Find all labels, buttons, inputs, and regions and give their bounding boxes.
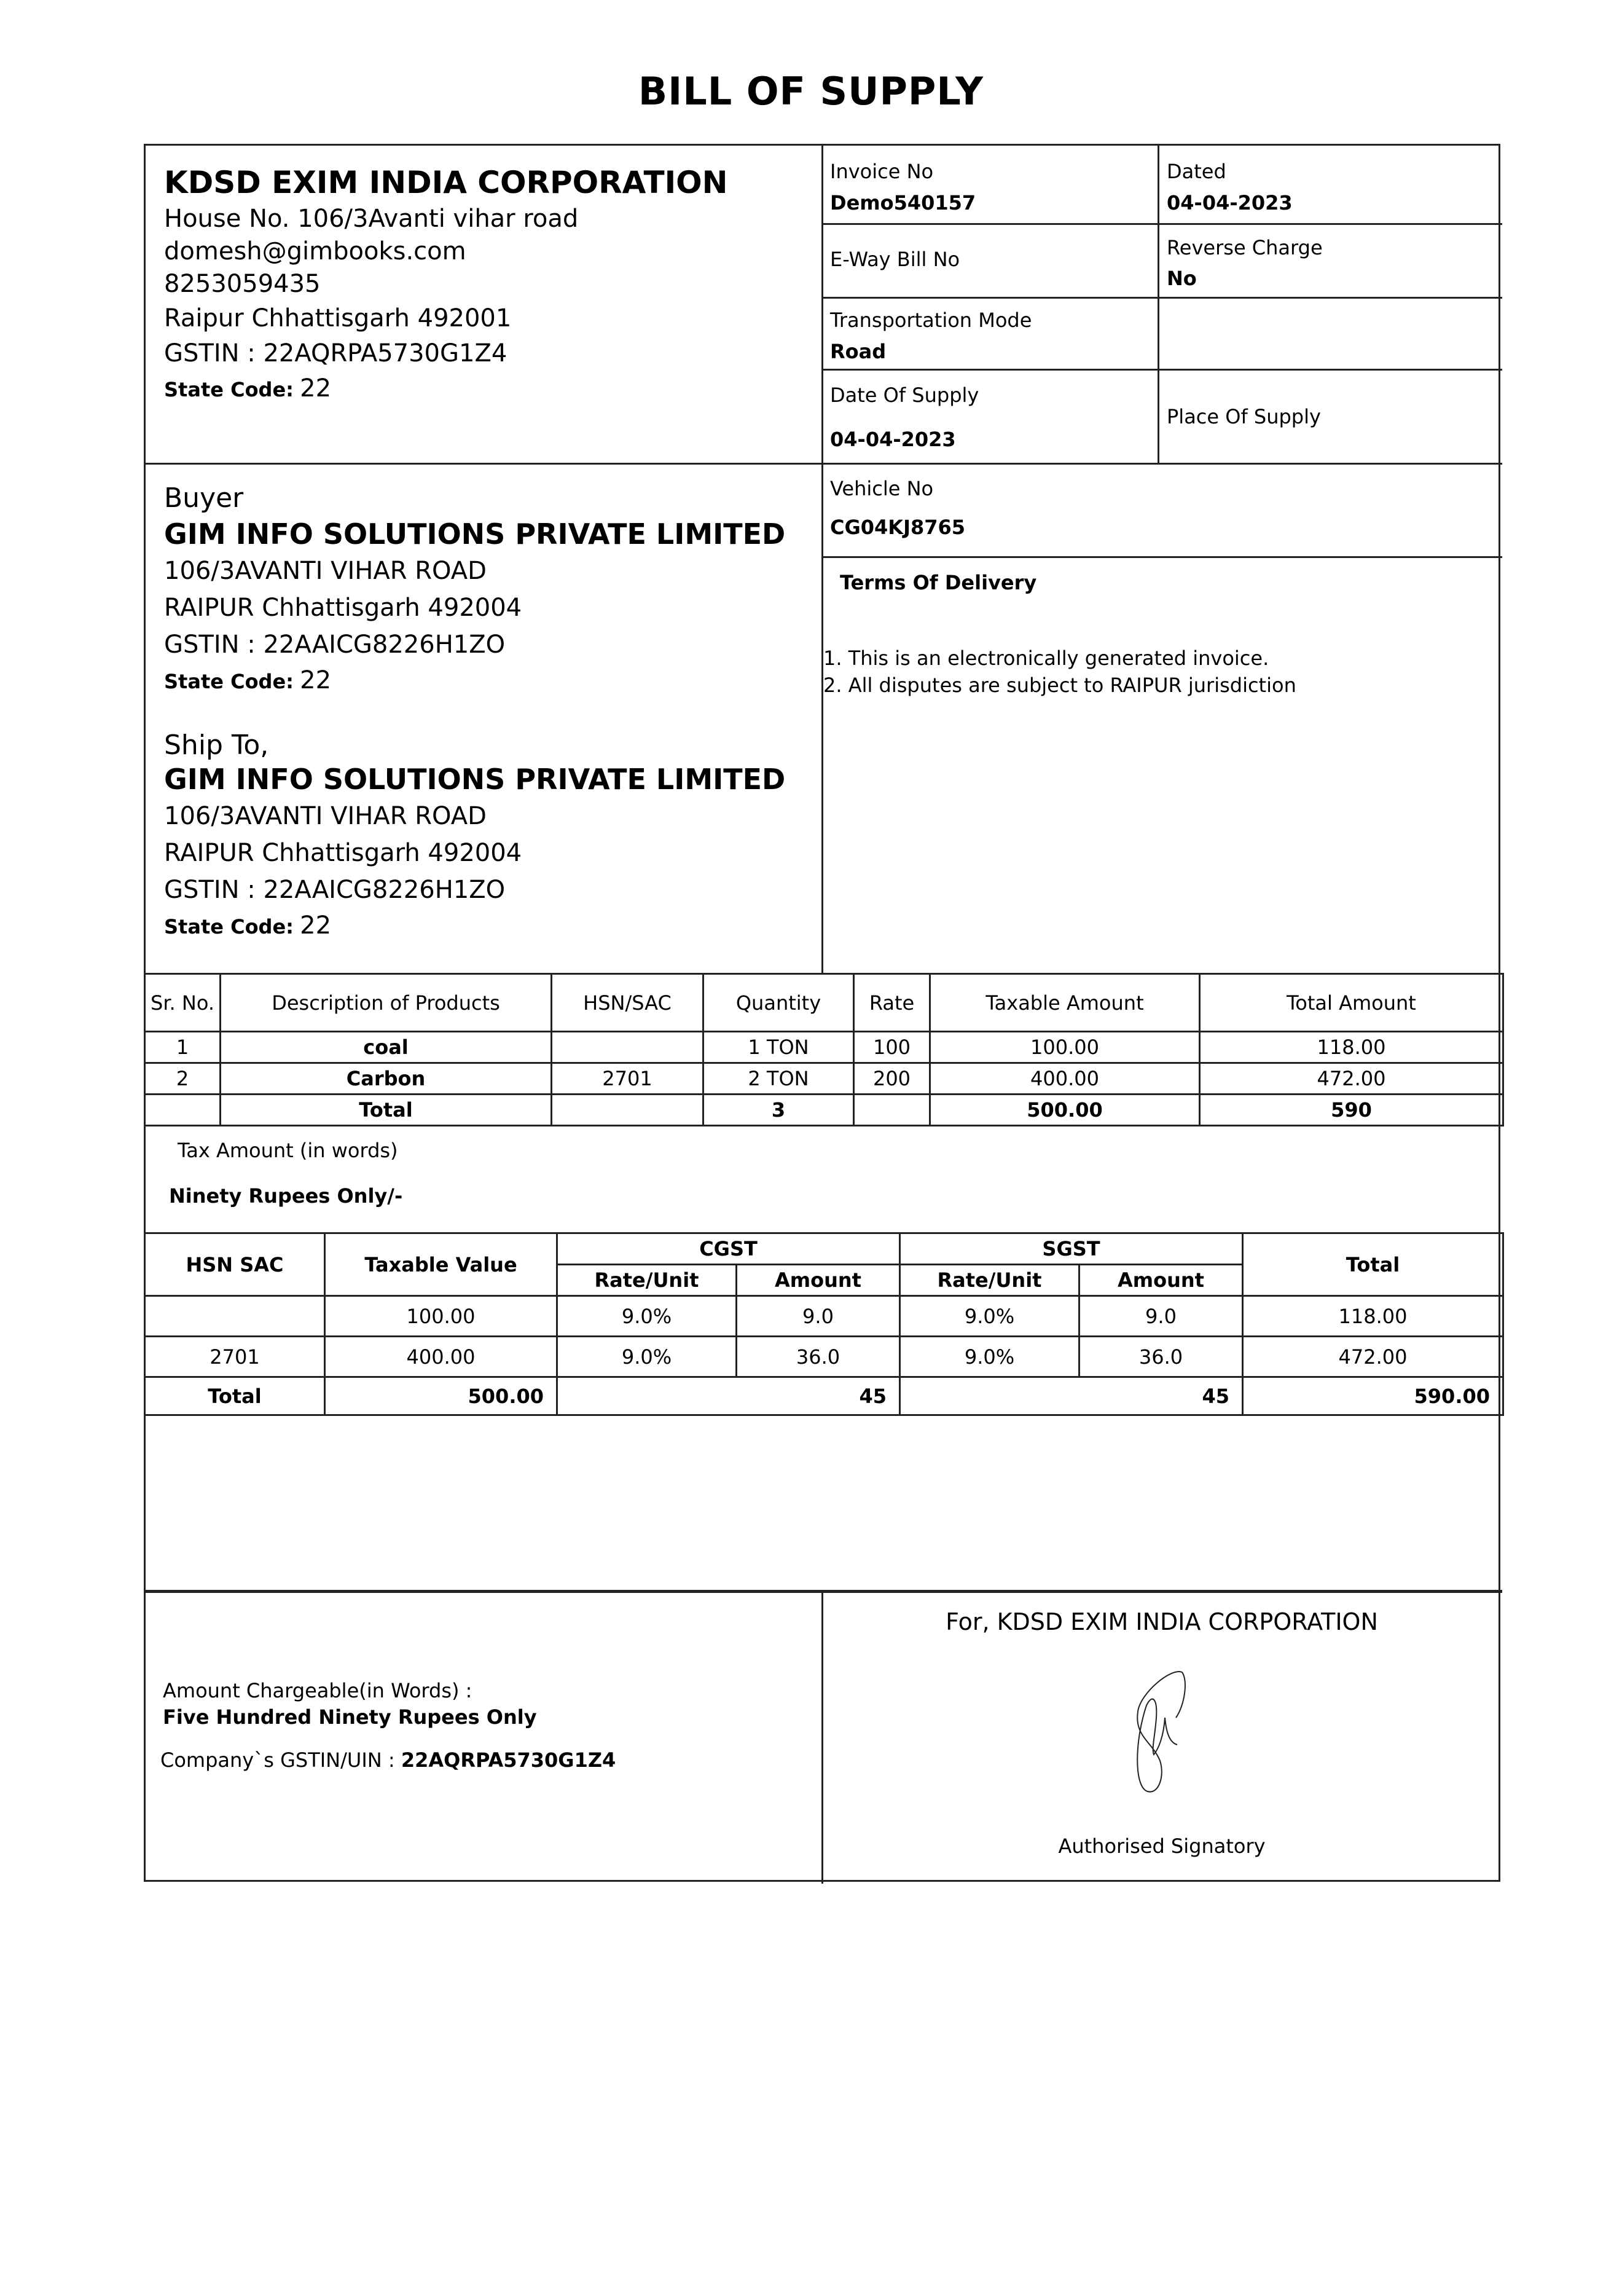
reverse-charge-value: No	[1167, 267, 1197, 290]
total-label: Total	[145, 1377, 325, 1415]
grand-total: 590.00	[1243, 1377, 1503, 1415]
taxable-value: 400.00	[325, 1337, 557, 1377]
tax-table	[144, 1232, 1504, 1416]
hsn-code: 2701	[145, 1337, 325, 1377]
state-code-value: 22	[300, 911, 332, 940]
empty-cell	[552, 1095, 703, 1126]
company-gstin-line	[160, 1748, 616, 1772]
column-header: Amount	[1079, 1265, 1243, 1296]
column-header: Description of Products	[221, 974, 552, 1032]
column-header: Amount	[737, 1265, 900, 1296]
column-header: HSN/SAC	[552, 974, 703, 1032]
column-header: CGST	[557, 1233, 900, 1265]
state-code-value: 22	[300, 374, 332, 403]
column-header: Taxable Value	[325, 1233, 557, 1296]
total-label: Total	[221, 1095, 552, 1126]
invoice-sheet	[144, 144, 1500, 1882]
date-of-supply-cell	[830, 377, 979, 465]
hsn-code	[552, 1032, 703, 1063]
divider	[821, 297, 1502, 299]
state-code-value: 22	[300, 666, 332, 694]
total-sgst: 45	[900, 1377, 1243, 1415]
ship-to-address: 106/3AVANTI VIHAR ROAD	[164, 802, 487, 830]
column-header: Rate	[854, 974, 930, 1032]
total-taxable-value: 500.00	[325, 1377, 557, 1415]
company-gstin-label: Company`s GSTIN/UIN :	[160, 1748, 401, 1772]
seller-gstin: GSTIN : 22AQRPA5730G1Z4	[164, 339, 507, 368]
buyer-address: 106/3AVANTI VIHAR ROAD	[164, 557, 487, 585]
total-quantity: 3	[703, 1095, 854, 1126]
amount-words-value: Five Hundred Ninety Rupees Only	[163, 1705, 537, 1729]
buyer-label: Buyer	[164, 482, 244, 514]
rate: 200	[854, 1063, 930, 1095]
amount-words-block	[163, 1677, 537, 1730]
grand-total: 590	[1200, 1095, 1503, 1126]
buyer-city: RAIPUR Chhattisgarh 492004	[164, 594, 522, 622]
divider	[821, 146, 823, 973]
terms-list	[823, 645, 1296, 699]
sgst-rate: 9.0%	[900, 1337, 1079, 1377]
items-table	[144, 973, 1504, 1126]
seller-block	[164, 163, 815, 407]
seller-name: KDSD EXIM INDIA CORPORATION	[164, 165, 728, 200]
ship-to-label: Ship To,	[164, 729, 269, 761]
dated-cell	[1167, 155, 1293, 218]
column-header: Total	[1243, 1233, 1503, 1296]
row-total: 472.00	[1243, 1337, 1503, 1377]
table-header-row	[145, 1233, 1503, 1265]
total-cgst: 45	[557, 1377, 900, 1415]
column-header: Taxable Amount	[930, 974, 1200, 1032]
seller-state-code	[164, 371, 815, 407]
place-of-supply-label: Place Of Supply	[1167, 405, 1321, 428]
table-total-row	[145, 1377, 1503, 1415]
table-row	[145, 1337, 1503, 1377]
ship-to-name: GIM INFO SOLUTIONS PRIVATE LIMITED	[164, 763, 786, 796]
cgst-rate: 9.0%	[557, 1296, 737, 1337]
table-row	[145, 1032, 1503, 1063]
terms-line: 2. All disputes are subject to RAIPUR jurisdiction	[823, 674, 1296, 697]
sgst-amount: 36.0	[1079, 1337, 1243, 1377]
state-code-label: State Code:	[164, 915, 294, 938]
column-header: Rate/Unit	[900, 1265, 1079, 1296]
document-title: BILL OF SUPPLY	[638, 69, 984, 114]
table-header-row	[145, 974, 1503, 1032]
tax-words-value: Ninety Rupees Only/-	[169, 1184, 403, 1208]
hsn-code	[145, 1296, 325, 1337]
column-header: HSN SAC	[145, 1233, 325, 1296]
table-row	[145, 1296, 1503, 1337]
seller-email: domesh@gimbooks.com	[164, 237, 466, 265]
total-taxable: 500.00	[930, 1095, 1200, 1126]
vehicle-no-label: Vehicle No	[830, 477, 934, 500]
row-total: 118.00	[1243, 1296, 1503, 1337]
amount-words-label: Amount Chargeable(in Words) :	[163, 1679, 472, 1702]
seller-phone: 8253059435	[164, 270, 321, 298]
ship-to-state-code	[164, 908, 815, 944]
sgst-amount: 9.0	[1079, 1296, 1243, 1337]
invoice-no-cell	[830, 155, 976, 218]
ship-to-gstin: GSTIN : 22AAICG8226H1ZO	[164, 876, 506, 904]
state-code-label: State Code:	[164, 378, 294, 401]
hsn-code: 2701	[552, 1063, 703, 1095]
transport-mode-cell	[830, 304, 1032, 367]
for-company: For, KDSD EXIM INDIA CORPORATION	[946, 1608, 1378, 1635]
cgst-amount: 36.0	[737, 1337, 900, 1377]
transport-mode-value: Road	[830, 340, 887, 363]
invoice-no-label: Invoice No	[830, 160, 934, 183]
ship-to-city: RAIPUR Chhattisgarh 492004	[164, 839, 522, 867]
column-header: Rate/Unit	[557, 1265, 737, 1296]
invoice-no-value: Demo540157	[830, 191, 976, 214]
date-of-supply-value: 04-04-2023	[830, 428, 956, 451]
empty-cell	[854, 1095, 930, 1126]
authorised-signatory: Authorised Signatory	[1058, 1834, 1266, 1858]
reverse-charge-label: Reverse Charge	[1167, 236, 1323, 259]
vehicle-no-value: CG04KJ8765	[830, 516, 966, 539]
tax-words-label: Tax Amount (in words)	[178, 1139, 398, 1162]
terms-heading: Terms Of Delivery	[840, 571, 1037, 594]
cgst-rate: 9.0%	[557, 1337, 737, 1377]
divider	[821, 369, 1502, 371]
reverse-charge-cell	[1167, 232, 1323, 293]
column-header: Sr. No.	[145, 974, 221, 1032]
sr-no: 2	[145, 1063, 221, 1095]
buyer-state-code	[164, 663, 815, 699]
total-amount: 472.00	[1200, 1063, 1503, 1095]
cgst-amount: 9.0	[737, 1296, 900, 1337]
seller-city: Raipur Chhattisgarh 492001	[164, 304, 512, 332]
buyer-gstin: GSTIN : 22AAICG8226H1ZO	[164, 631, 506, 659]
date-of-supply-label: Date Of Supply	[830, 383, 979, 407]
dated-label: Dated	[1167, 160, 1226, 183]
column-header: Quantity	[703, 974, 854, 1032]
product-description: Carbon	[221, 1063, 552, 1095]
buyer-block	[164, 481, 815, 699]
sgst-rate: 9.0%	[900, 1296, 1079, 1337]
sr-no: 1	[145, 1032, 221, 1063]
rate: 100	[854, 1032, 930, 1063]
column-header: Total Amount	[1200, 974, 1503, 1032]
seller-address: House No. 106/3Avanti vihar road	[164, 205, 579, 233]
table-total-row	[145, 1095, 1503, 1126]
divider	[1158, 146, 1159, 463]
transport-mode-label: Transportation Mode	[830, 309, 1032, 332]
buyer-name: GIM INFO SOLUTIONS PRIVATE LIMITED	[164, 517, 786, 551]
state-code-label: State Code:	[164, 670, 294, 693]
terms-line: 1. This is an electronically generated invoice.	[823, 647, 1269, 670]
table-row	[145, 1063, 1503, 1095]
divider	[821, 223, 1502, 225]
eway-bill-label: E-Way Bill No	[830, 248, 960, 271]
column-header: SGST	[900, 1233, 1243, 1265]
quantity: 2 TON	[703, 1063, 854, 1095]
dated-value: 04-04-2023	[1167, 191, 1293, 214]
signature-icon	[1116, 1669, 1214, 1804]
divider	[146, 1590, 1502, 1593]
product-description: coal	[221, 1032, 552, 1063]
divider	[821, 556, 1502, 558]
ship-to-details	[164, 761, 815, 944]
taxable-amount: 100.00	[930, 1032, 1200, 1063]
quantity: 1 TON	[703, 1032, 854, 1063]
total-amount: 118.00	[1200, 1032, 1503, 1063]
taxable-amount: 400.00	[930, 1063, 1200, 1095]
company-gstin-value: 22AQRPA5730G1Z4	[401, 1748, 616, 1772]
taxable-value: 100.00	[325, 1296, 557, 1337]
empty-cell	[145, 1095, 221, 1126]
vehicle-no-cell	[830, 473, 965, 550]
divider	[146, 463, 821, 465]
